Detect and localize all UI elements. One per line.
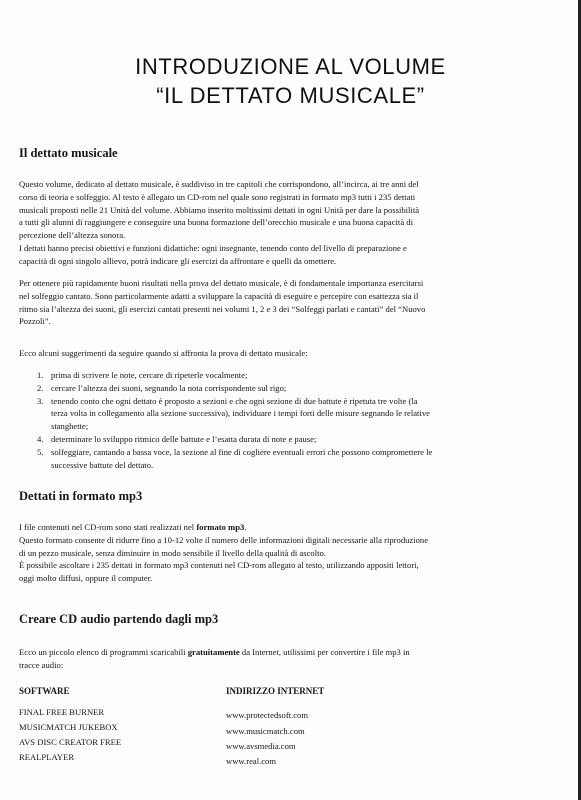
section-heading-cd-audio: Creare CD audio partendo dagli mp3 bbox=[19, 612, 219, 626]
software-url: www.musicmatch.com bbox=[226, 726, 305, 736]
section-heading-dettato-musicale: Il dettato musicale bbox=[19, 146, 118, 160]
text-line: solfeggiare, cantando a bassa voce, la sezione al fine di cogliere eventuali errori che possono compromettere le bbox=[51, 446, 433, 457]
software-name: REALPLAYER bbox=[19, 752, 75, 762]
text-line: È possibile ascoltare i 235 dettati in formato mp3 contenuti nel CD-rom allegato al testo, utilizzando appositi lettori, bbox=[19, 560, 419, 571]
software-url: www.real.com bbox=[226, 756, 277, 766]
title-line-1: INTRODUZIONE AL VOLUME bbox=[135, 54, 446, 79]
text-line: di un pezzo musicale, senza diminuire in modo sensibile il livello della qualità di ascolto. bbox=[19, 547, 326, 558]
text-line: ritmo sia l’altezza dei suoni, gli esercizi cantati presenti nei volumi 1, 2 e 3 dei “Solfeggi parlati e cantati” del “Nuovo bbox=[19, 303, 426, 314]
text-line: terza volta in collegamento alla sezione successiva), individuare i tempi forti delle misure segnando le relative bbox=[51, 408, 430, 419]
text-line: stanghette; bbox=[51, 421, 89, 432]
text-line bbox=[19, 521, 539, 534]
paragraph-intro bbox=[19, 178, 539, 268]
text-line: Questo volume, dedicato al dettato musicale, è suddiviso in tre capitoli che corrispondono, all’incirca, ai tre anni del bbox=[19, 179, 419, 189]
section-heading-mp3: Dettati in formato mp3 bbox=[19, 489, 143, 503]
text-line: a tutti gli alunni di raggiungere e conseguire una buona formazione dell’orecchio musicale e una buona capacità di bbox=[19, 217, 413, 228]
software-name: FINAL FREE BURNER bbox=[19, 707, 105, 717]
paragraph-suggerimenti bbox=[19, 347, 539, 360]
text-line: I dettati hanno precisi obiettivi e funzioni didattiche: ogni insegnante, tenendo conto del livello di preparazione e bbox=[19, 242, 407, 253]
text-line: Pozzoli”. bbox=[19, 316, 51, 327]
text-line: oggi molto diffusi, oppure il computer. bbox=[19, 573, 153, 584]
text-line: musicali proposti nelle 21 Unità del volume. Abbiamo inserito moltissimi dettati in ogni Unità per dare la possibilità bbox=[19, 204, 420, 215]
software-name: MUSICMATCH JUKEBOX bbox=[19, 722, 118, 732]
list-number: 2. bbox=[37, 382, 44, 393]
list-item bbox=[37, 446, 542, 472]
paragraph-programmi bbox=[19, 646, 539, 672]
text-line: capacità di ogni singolo allievo, potrà indicare gli esercizi da affrontare e quelli da omettere. bbox=[19, 255, 337, 266]
list-number: 5. bbox=[37, 446, 44, 457]
text-line: percezione dell’altezza sonora. bbox=[19, 230, 126, 241]
software-url: www.protectedsoft.com bbox=[226, 710, 309, 720]
text-line: tracce audio: bbox=[19, 659, 64, 670]
text-line: Per ottenere più rapidamente buoni risultati nella prova del dettato musicale, è di fondamentale importanza esercitarsi bbox=[19, 278, 424, 288]
software-name: AVS DISC CREATOR FREE bbox=[19, 737, 122, 747]
list-number: 1. bbox=[37, 370, 44, 380]
text-line: nel solfeggio cantato. Sono particolarmente adatti a sviluppare la capacità di eseguire e percepire con esattezza sia il bbox=[19, 290, 419, 301]
text-line: prima di scrivere le note, cercare di ripeterle vocalmente; bbox=[51, 370, 248, 380]
text-line: Questo formato consente di ridurre fino a 10-12 volte il numero delle informazioni digitali necessarie alla riproduzione bbox=[19, 534, 429, 545]
text-line: successive battute del dettato. bbox=[51, 459, 154, 470]
text-run: . bbox=[244, 522, 247, 532]
text-run: Ecco un piccolo elenco di programmi scaricabili bbox=[19, 647, 188, 657]
text-line: Ecco alcuni suggerimenti da seguire quando si affronta la prova di dettato musicale: bbox=[19, 348, 308, 358]
software-url: www.avsmedia.com bbox=[226, 741, 296, 751]
text-line bbox=[19, 646, 539, 659]
paragraph-solfeggio bbox=[19, 277, 539, 328]
list-item bbox=[37, 382, 542, 395]
paragraph-mp3 bbox=[19, 521, 539, 585]
text-line: determinare lo sviluppo ritmico delle battute e l’esatta durata di note e pause; bbox=[51, 433, 317, 444]
list-number: 4. bbox=[37, 433, 44, 444]
text-line: cercare l’altezza dei suoni, segnando la nota corrispondente sul rigo; bbox=[51, 382, 287, 393]
internet-column-header: INDIRIZZO INTERNET bbox=[226, 686, 325, 696]
list-item bbox=[37, 395, 542, 433]
list-item bbox=[37, 369, 542, 382]
text-line: tenendo conto che ogni dettato è proposto a sezioni e che ogni sezione di due battute è ripetuta tre volte (la bbox=[51, 395, 418, 406]
list-item bbox=[37, 433, 542, 446]
bold-text: gratuitamente bbox=[187, 647, 240, 657]
text-run: da Internet, utilissimi per convertire i file mp3 in bbox=[239, 647, 410, 657]
text-run: I file contenuti nel CD-rom sono stati realizzati nel bbox=[19, 522, 197, 532]
title-line-2: “IL DETTATO MUSICALE” bbox=[156, 83, 425, 108]
software-column-header: SOFTWARE bbox=[19, 686, 70, 696]
list-number: 3. bbox=[37, 395, 44, 406]
bold-text: formato mp3 bbox=[196, 522, 245, 532]
text-line: corso di teoria e solfeggio. Al testo è allegato un CD-rom nel quale sono registrati in formato mp3 tutti i 235 dettati bbox=[19, 191, 416, 202]
suggestions-list bbox=[37, 369, 542, 471]
page-title bbox=[0, 52, 581, 110]
